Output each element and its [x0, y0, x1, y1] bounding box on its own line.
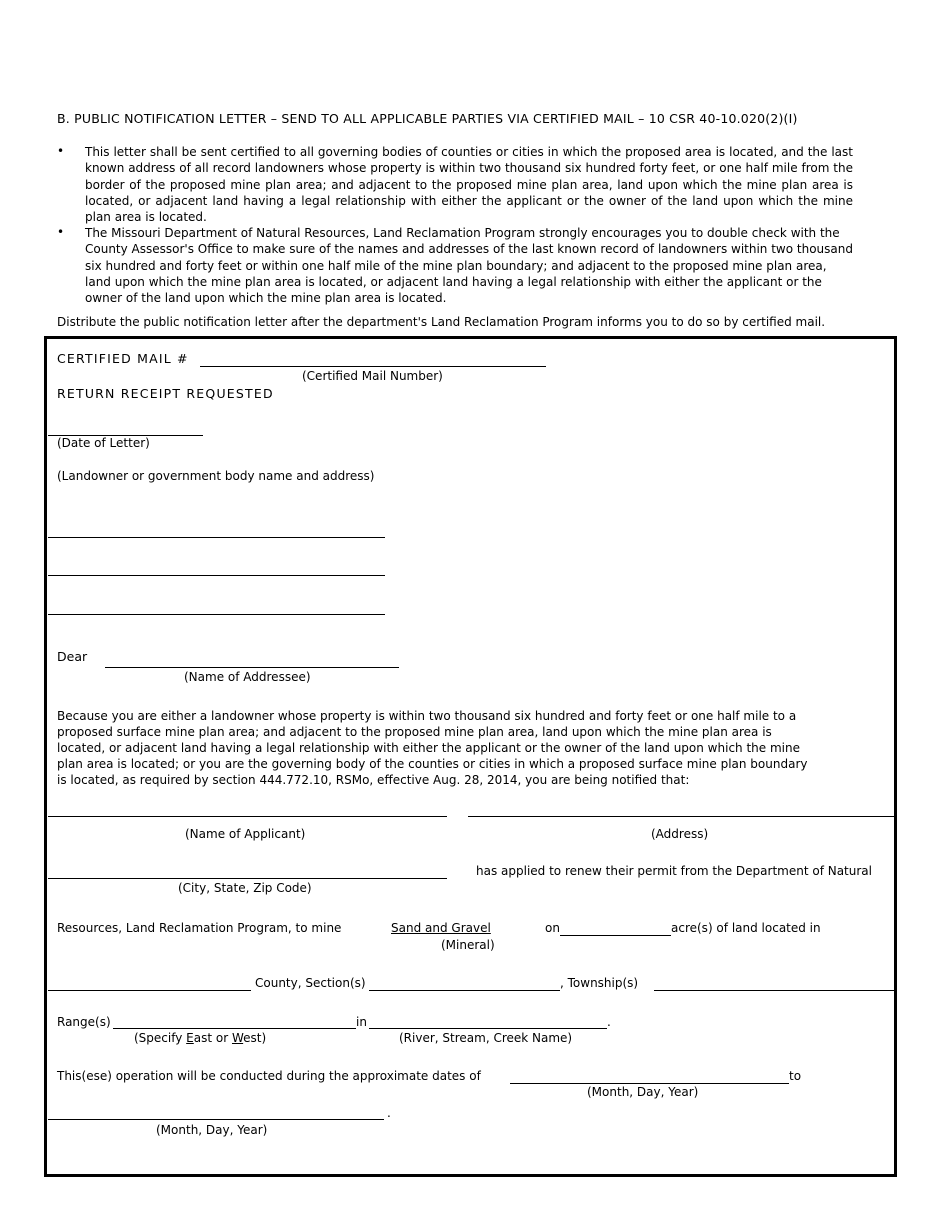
distribute-note: Distribute the public notification letter after the department's Land Reclamation Program informs you to do so by certified mail.	[57, 315, 826, 329]
range-period: .	[607, 1015, 611, 1029]
river-field[interactable]	[369, 1028, 607, 1029]
end-date-field[interactable]	[48, 1119, 384, 1120]
applicant-caption: (Name of Applicant)	[185, 827, 306, 841]
county-section-label: County, Section(s)	[255, 976, 366, 990]
acres-label: acre(s) of land located in	[671, 921, 821, 935]
county-field[interactable]	[48, 990, 251, 991]
certified-mail-label: CERTIFIED MAIL #	[57, 351, 189, 366]
section-heading: B. PUBLIC NOTIFICATION LETTER – SEND TO ALL APPLICABLE PARTIES VIA CERTIFIED MAIL – 10 CSR 40-10.020(2)(I)	[57, 111, 798, 126]
address-line-3-field[interactable]	[48, 614, 385, 615]
date-caption: (Date of Letter)	[57, 436, 150, 450]
dear-label: Dear	[57, 649, 88, 664]
on-label: on	[545, 921, 560, 935]
dates-text: This(ese) operation will be conducted during the approximate dates of	[57, 1069, 481, 1083]
mineral-caption: (Mineral)	[441, 938, 495, 952]
address-caption: (Address)	[651, 827, 709, 841]
start-date-caption: (Month, Day, Year)	[587, 1085, 699, 1099]
landowner-caption: (Landowner or government body name and address)	[57, 469, 375, 483]
return-receipt-label: RETURN RECEIPT REQUESTED	[57, 386, 274, 401]
renew-text: has applied to renew their permit from the Department of Natural	[476, 864, 872, 878]
range-field[interactable]	[113, 1028, 356, 1029]
acres-field[interactable]	[560, 935, 671, 936]
township-label: , Township(s)	[560, 976, 639, 990]
end-date-caption: (Month, Day, Year)	[156, 1123, 268, 1137]
section-field[interactable]	[369, 990, 560, 991]
addressee-caption: (Name of Addressee)	[184, 670, 311, 684]
township-field[interactable]	[654, 990, 894, 991]
river-caption: (River, Stream, Creek Name)	[399, 1031, 573, 1045]
start-date-field[interactable]	[510, 1083, 789, 1084]
bullet-paragraph-1: This letter shall be sent certified to all governing bodies of counties or cities in which the proposed area is located, and the last known address of all record landowners whose property is within two thousand six hundred forty feet, or one half mile from the border of the proposed mine plan area; and adjacent to the proposed mine plan area, land upon which the mine plan area is located, or adjacent land having a legal relationship with either the applicant or the owner of the land upon which the mine plan area is located.	[85, 145, 853, 225]
notification-body: Because you are either a landowner whose property is within two thousand six hundred and forty feet or one half mile to a proposed surface mine plan area; and adjacent to the proposed mine plan area, land upon which the mine plan area is located, or adjacent land having a legal relationship with either the applicant or the owner of the land upon which the mine plan area is located; or you are the governing body of the counties or cities in which a proposed surface mine plan boundary is located, as required by section 444.772.10, RSMo, effective Aug. 28, 2014, you are being notified that:	[57, 709, 808, 787]
city-caption: (City, State, Zip Code)	[178, 881, 312, 895]
to-label: to	[789, 1069, 802, 1083]
range-label: Range(s)	[57, 1015, 111, 1029]
address-line-2-field[interactable]	[48, 575, 385, 576]
bullet-icon: •	[57, 144, 65, 158]
addressee-name-field[interactable]	[105, 667, 399, 668]
resources-text: Resources, Land Reclamation Program, to mine	[57, 921, 342, 935]
bullet-icon: •	[57, 225, 65, 239]
mineral-value[interactable]: Sand and Gravel	[391, 921, 491, 935]
bullet-paragraph-2: The Missouri Department of Natural Resources, Land Reclamation Program strongly encourages you to double check with the County Assessor's Office to make sure of the names and addresses of the last known record of landowners within two thousand six hundred and forty feet or within one half mile of the mine plan boundary; and adjacent to the proposed mine plan area, land upon which the mine plan area is located, or adjacent land having a legal relationship with either the applicant or the owner of the land upon which the mine plan area is located.	[85, 226, 853, 306]
certified-mail-caption: (Certified Mail Number)	[302, 369, 443, 383]
in-label: in	[356, 1015, 367, 1029]
range-caption: (Specify East or West)	[134, 1031, 267, 1045]
applicant-address-field[interactable]	[468, 816, 894, 817]
end-period: .	[387, 1106, 391, 1120]
address-line-1-field[interactable]	[48, 537, 385, 538]
applicant-name-field[interactable]	[48, 816, 447, 817]
certified-mail-number-field[interactable]	[200, 366, 546, 367]
city-state-zip-field[interactable]	[48, 878, 447, 879]
